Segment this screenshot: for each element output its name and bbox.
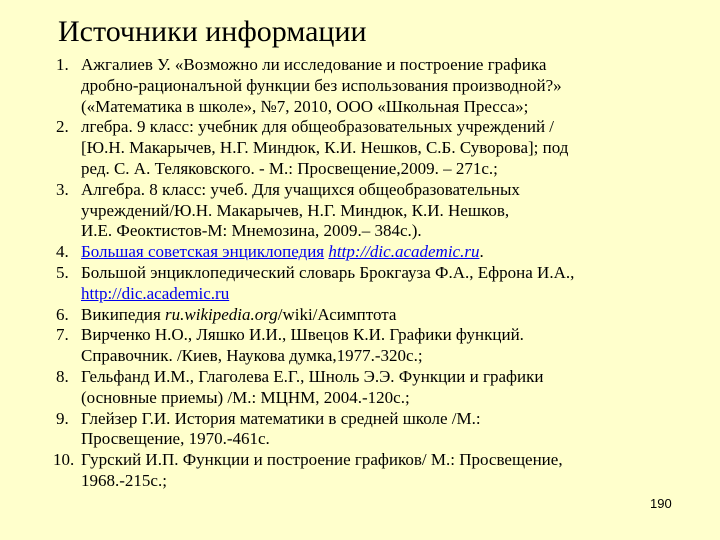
item-number: 3.: [56, 179, 69, 199]
list-item: [56, 117, 706, 179]
item-number: 6.: [56, 304, 69, 324]
item-line: Глейзер Г.И. История математики в средней школе /М.:: [81, 408, 481, 428]
item-line: [81, 242, 706, 263]
list-item: [56, 242, 706, 263]
item-italic-text: ru.wikipedia.org: [165, 304, 278, 324]
list-item: [56, 367, 706, 409]
item-number: 5.: [56, 262, 69, 282]
item-line: [81, 305, 706, 326]
item-number: 10.: [53, 450, 75, 470]
item-text: Википедия: [81, 304, 161, 324]
list-item: [53, 450, 706, 492]
item-line: (основные приемы) /М.: МЦНМ, 2004.-120с.;: [81, 387, 410, 407]
sources-list: [53, 55, 706, 492]
item-line: Большой энциклопедический словарь Брокгауза Ф.А., Ефрона И.А.,: [81, 262, 575, 282]
item-line: Справочник. /Киев, Наукова думка,1977.-320с.;: [81, 346, 423, 366]
item-line: [Ю.Н. Макарычев, Н.Г. Миндюк, К.И. Нешков, С.Б. Суворова]; под: [81, 138, 569, 158]
list-item: [56, 263, 706, 305]
item-line: 1968.-215с.;: [81, 470, 167, 490]
list-item: [56, 180, 706, 242]
item-line: («Математика в школе», №7, 2010, ООО «Школьная Пресса»;: [81, 96, 529, 116]
item-line: [81, 284, 706, 305]
list-item: [56, 55, 706, 117]
list-item: [56, 325, 706, 367]
item-line: учреждений/Ю.Н. Макарычев, Н.Г. Миндюк, К.И. Нешков,: [81, 200, 510, 220]
item-line: Вирченко Н.О., Ляшко И.И., Швецов К.И. Графики функций.: [81, 325, 524, 345]
list-item: [56, 305, 706, 326]
item-line: Алгебра. 8 класс: учеб. Для учащихся общеобразовательных: [81, 179, 520, 199]
slide-title: Источники информации: [58, 15, 367, 48]
item-line: Гельфанд И.М., Глаголева Е.Г., Шноль Э.Э. Функции и графики: [81, 366, 544, 386]
item-number: 9.: [56, 408, 69, 428]
item-end: .: [479, 242, 484, 262]
page-number: 190: [650, 496, 672, 511]
item-line: И.Е. Феоктистов-М: Мнемозина, 2009.– 384с.).: [81, 221, 422, 241]
encyclopedia-link[interactable]: Большая советская энциклопедия: [81, 242, 325, 262]
item-text: /wiki/Асимптота: [277, 304, 397, 324]
item-line: дробно-рационалъной функции без использования производной?»: [81, 75, 562, 95]
item-line: Ажгалиев У. «Возможно ли исследование и построение графика: [81, 55, 547, 74]
item-number: 2.: [56, 117, 69, 137]
item-line: Гурский И.П. Функции и построение графиков/ М.: Просвещение,: [81, 450, 563, 470]
item-number: 8.: [56, 366, 69, 386]
item-number: 1.: [56, 55, 69, 74]
item-number: 4.: [56, 242, 69, 262]
list-item: [56, 409, 706, 451]
item-line: Просвещение, 1970.-461с.: [81, 429, 270, 449]
url-link[interactable]: http://dic.academic.ru: [81, 283, 230, 303]
item-line: ред. С. А. Теляковского. - М.: Просвещение,2009. – 271с.;: [81, 158, 498, 178]
item-number: 7.: [56, 325, 69, 345]
item-line: лгебра. 9 класс: учебник для общеобразовательных учреждений /: [81, 117, 555, 137]
url-link[interactable]: http://dic.academic.ru: [328, 242, 480, 262]
